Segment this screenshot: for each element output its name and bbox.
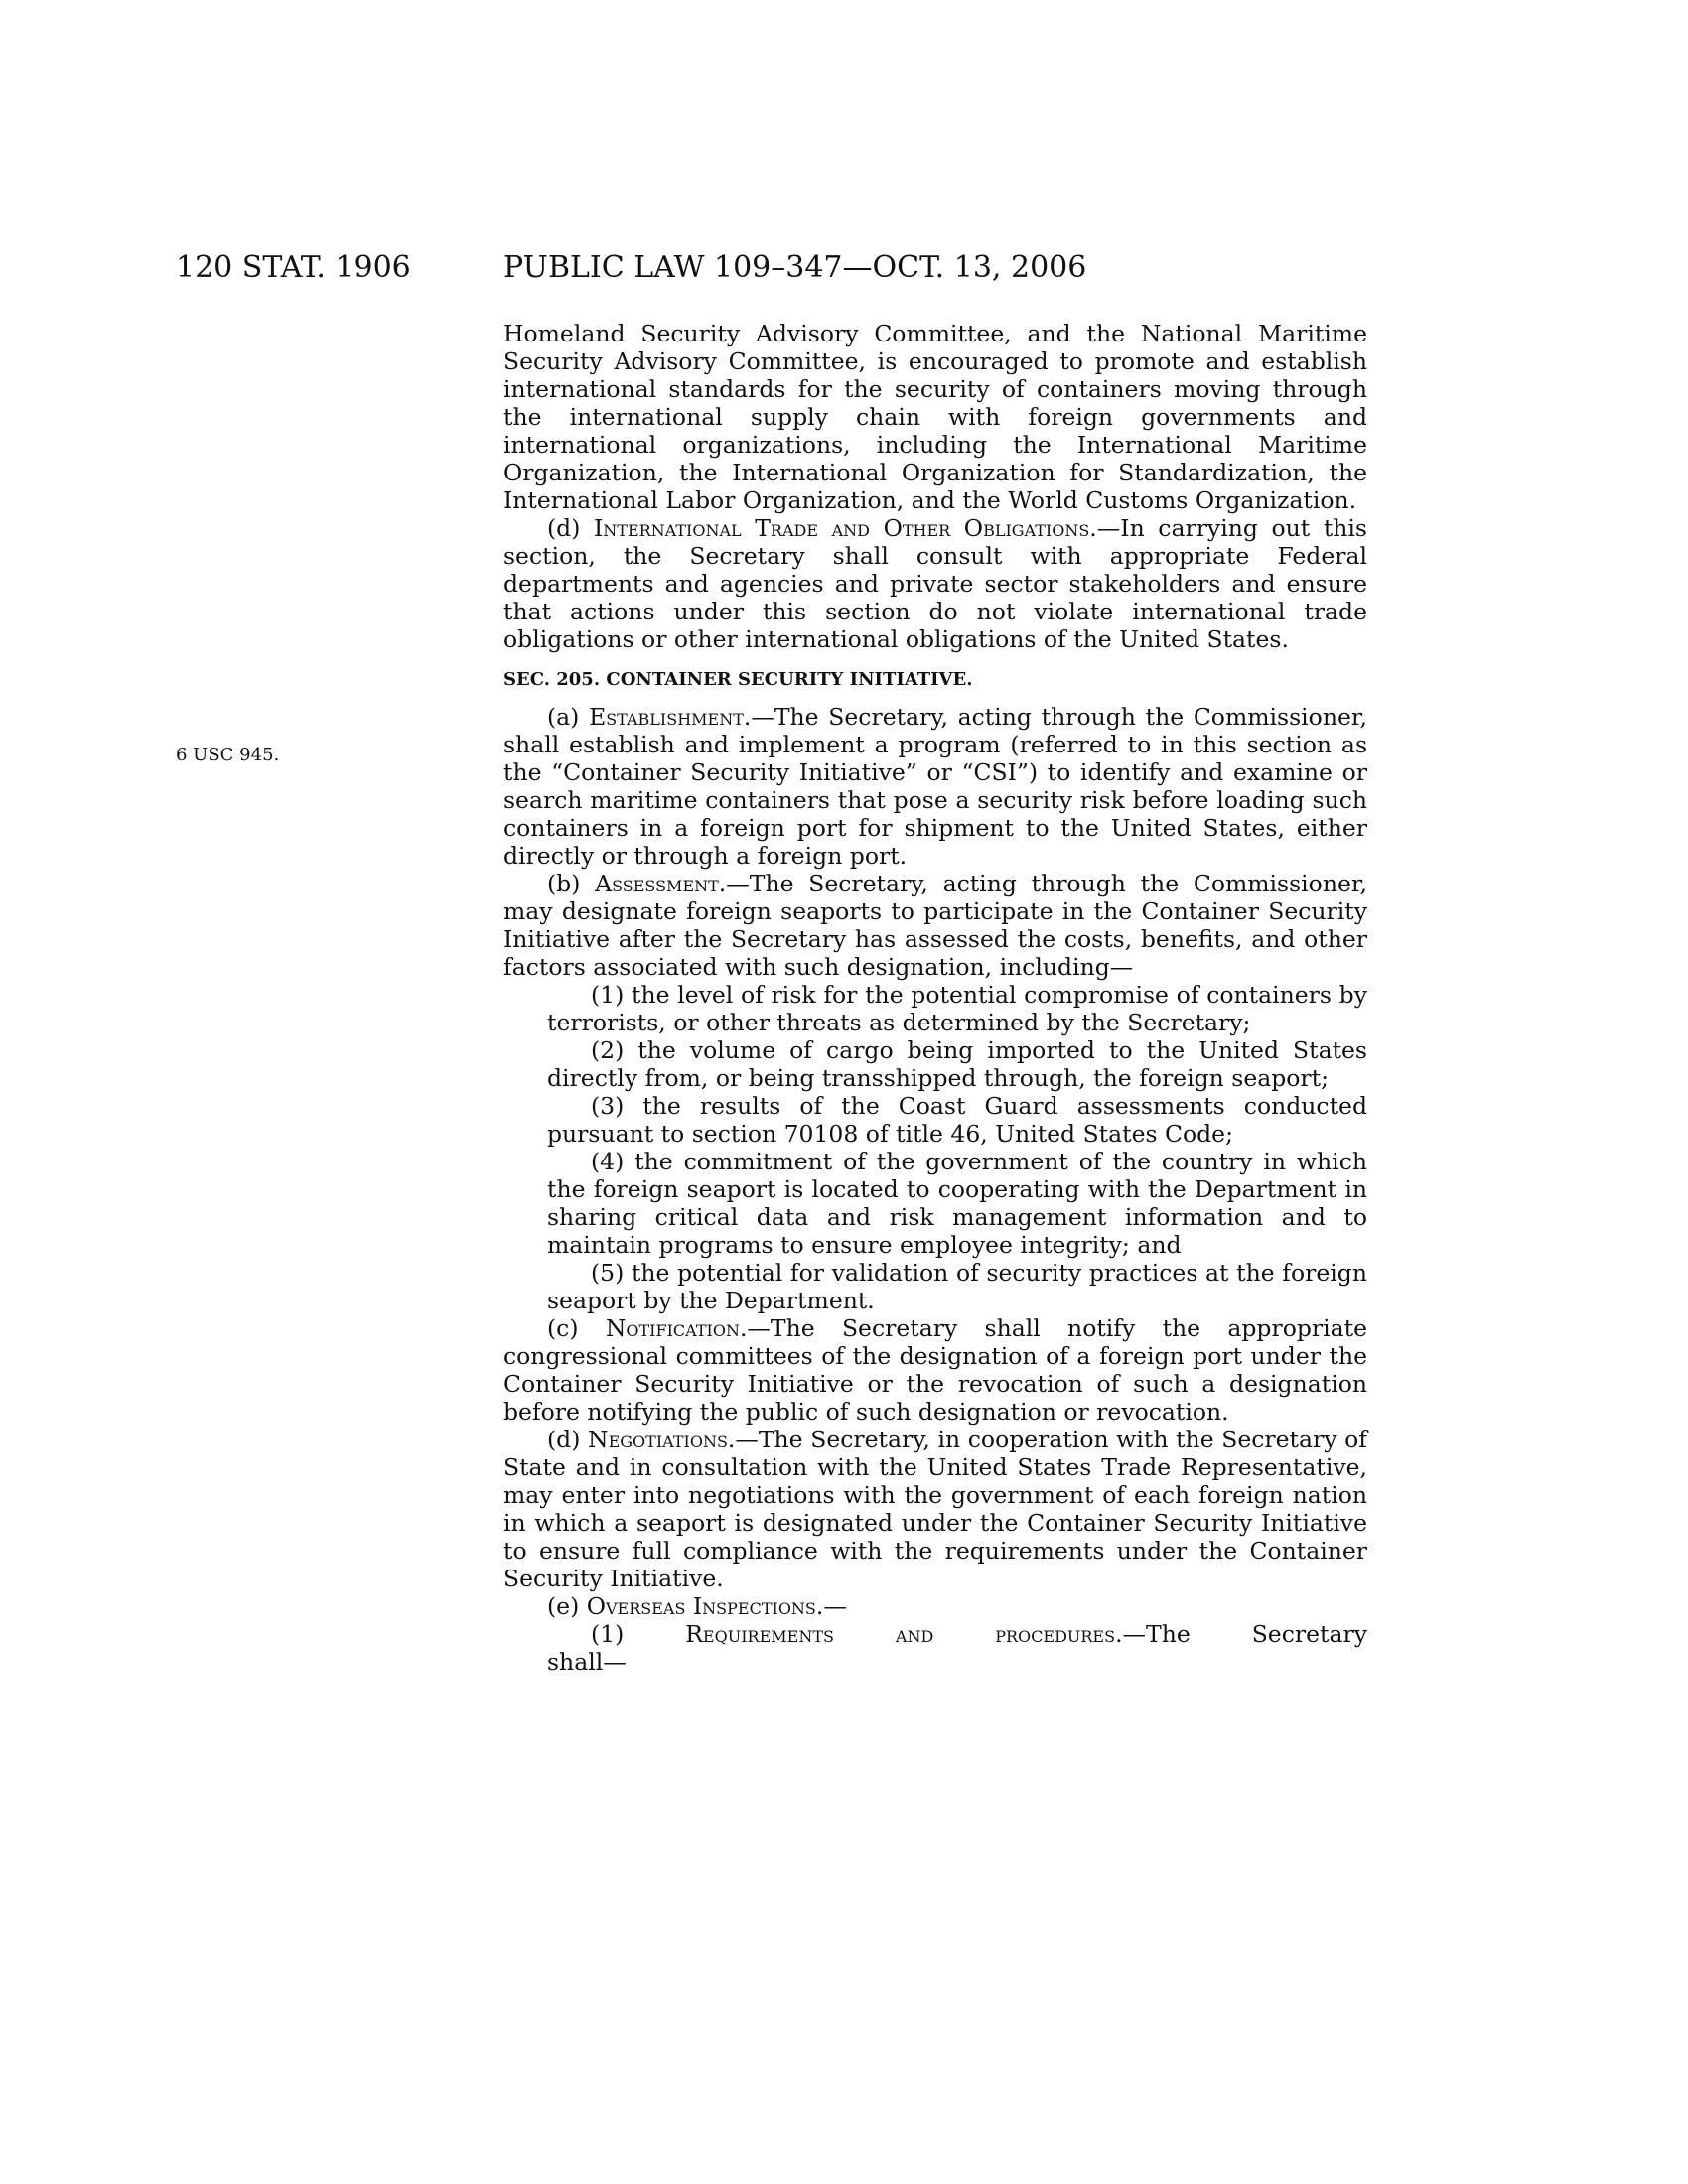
subsection-text: — [823,1592,847,1620]
subsection-label: (e) [547,1592,587,1620]
subsection-b-assessment [503,870,1367,981]
list-item: (1) the level of risk for the potential compromise of containers by terrorists, or other threats as determined by the Secretary; [547,981,1367,1036]
subsection-text: —The Secretary, in cooperation with the Secretary of State and in consultation with the United States Trade Representative, may enter into negotiations with the government of each foreign nation in which a seaport is designated under the Container Security Initiative to ensure full compliance with the requirements under the Container Security Initiative. [503,1426,1367,1592]
margin-citation: 6 USC 945. [176,745,280,765]
subsection-d-obligations [503,514,1367,653]
continued-paragraph: Homeland Security Advisory Committee, and the National Maritime Security Advisory Committee, is encouraged to promote and establish international standards for the security of containers moving through the international supply chain with foreign governments and international organizations, including the International Maritime Organization, the International Organization for Standardization, the International Labor Organization, and the World Customs Organization. [503,320,1367,514]
subsection-label: (d) [547,1426,589,1453]
subsection-heading: Overseas Inspections. [586,1592,824,1620]
subsection-text: —The Secretary, acting through the Commissioner, may designate foreign seaports to participate in the Container Security Initiative after the Secretary has assessed the costs, benefits, and other factors associated with such designation, including— [503,870,1367,981]
subsection-heading: Establishment. [589,703,752,731]
subsection-heading: International Trade and Other Obligations. [593,514,1097,542]
paragraph-text: —The Secretary [1122,1620,1367,1648]
subsection-a-establishment [503,703,1367,870]
list-item: (3) the results of the Coast Guard assessments conducted pursuant to section 70108 of title 46, United States Code; [547,1092,1367,1148]
subsection-label: (d) [547,514,594,542]
paragraph-label: (1) [591,1620,686,1648]
paragraph-heading: Requirements and procedures. [685,1620,1123,1648]
paragraph-e-1-requirements [547,1620,1367,1648]
list-item: (2) the volume of cargo being imported to the United States directly from, or being transshipped through, the foreign seaport; [547,1036,1367,1092]
stat-page-number: 120 STAT. 1906 [176,250,411,285]
section-heading: SEC. 205. CONTAINER SECURITY INITIATIVE. [503,669,973,690]
subsection-label: (b) [547,870,596,897]
page-header [176,248,1367,288]
subsection-c-notification [503,1314,1367,1426]
subsection-d-negotiations [503,1426,1367,1592]
subsection-heading: Assessment. [595,870,727,897]
paragraph-e-1-continuation: shall— [547,1648,627,1676]
list-item: (4) the commitment of the government of the country in which the foreign seaport is located to cooperating with the Department in sharing critical data and risk management information and to maintain programs to ensure employee integrity; and [547,1148,1367,1259]
subsection-label: (c) [547,1314,606,1342]
subsection-text: —The Secretary shall notify the appropriate congressional committees of the designation of a foreign port under the Container Security Initiative or the revocation of such a designation before notifying the public of such designation or revocation. [503,1314,1367,1426]
running-head: PUBLIC LAW 109–347—OCT. 13, 2006 [503,250,1087,285]
subsection-heading: Negotiations. [588,1426,736,1453]
subsection-text: —The Secretary, acting through the Commissioner, shall establish and implement a program (referred to in this section as the “Container Security Initiative” or “CSI”) to identify and examine or search maritime containers that pose a security risk before loading such containers in a foreign port for shipment to the United States, either directly or through a foreign port. [503,703,1367,870]
subsection-e-overseas-inspections [503,1592,1367,1620]
subsection-text: —In carrying out this section, the Secretary shall consult with appropriate Federal departments and agencies and private sector stakeholders and ensure that actions under this section do not violate international trade obligations or other international obligations of the United States. [503,514,1367,653]
subsection-heading: Notification. [605,1314,748,1342]
list-item: (5) the potential for validation of security practices at the foreign seaport by the Department. [547,1259,1367,1314]
subsection-label: (a) [547,703,590,731]
document-body [503,320,1367,1676]
